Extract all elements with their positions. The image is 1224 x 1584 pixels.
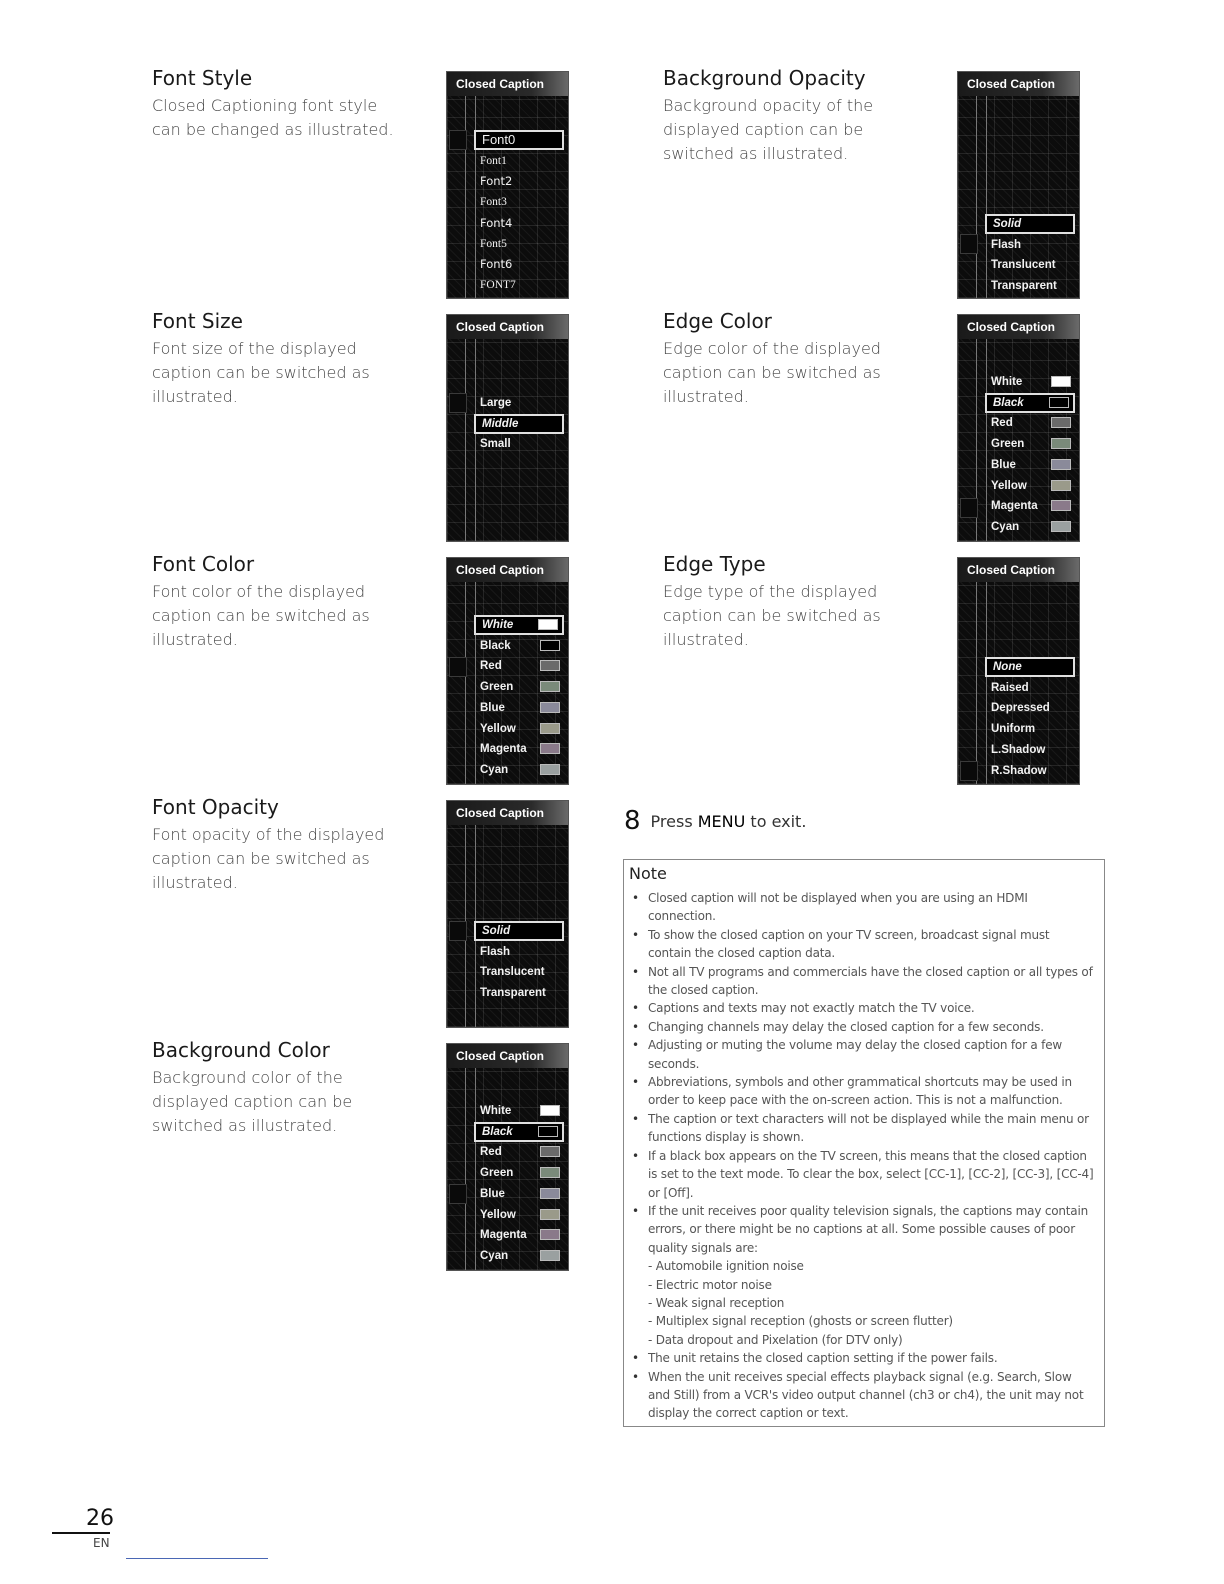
- note-box: [623, 859, 1105, 1427]
- menu-option-label: Font0: [482, 132, 516, 147]
- menu-option[interactable]: [474, 213, 564, 233]
- page-language: EN: [93, 1536, 110, 1550]
- menu-option[interactable]: [985, 517, 1075, 537]
- menu-option[interactable]: [985, 455, 1075, 475]
- footer-rule: [126, 1558, 268, 1559]
- menu-option[interactable]: [985, 698, 1075, 718]
- menu-option-label: Font5: [480, 237, 507, 250]
- color-swatch: [1051, 459, 1071, 470]
- menu-header: Closed Caption: [447, 801, 568, 825]
- color-swatch: [540, 1209, 560, 1220]
- section-description: Font size of the displayed caption can be switched as illustrated.: [152, 339, 370, 406]
- page-number: 26: [86, 1506, 114, 1531]
- menu-option[interactable]: [474, 1122, 564, 1142]
- menu-option[interactable]: [474, 171, 564, 191]
- menu-option[interactable]: [474, 636, 564, 656]
- menu-option-label: Solid: [993, 218, 1022, 230]
- section-background-color: [152, 1038, 412, 1138]
- step-suffix: to exit.: [745, 811, 807, 831]
- menu-option[interactable]: [474, 275, 564, 295]
- menu-option[interactable]: [985, 235, 1075, 255]
- menu-header: Closed Caption: [958, 315, 1079, 339]
- menu-option-label: Magenta: [480, 743, 527, 756]
- menu-option-label: Small: [480, 438, 511, 451]
- menu-option[interactable]: [474, 192, 564, 212]
- color-swatch: [540, 1250, 560, 1261]
- menu-cursor-marker: [960, 761, 978, 781]
- menu-option[interactable]: [474, 739, 564, 759]
- note-item: • When the unit receives special effects playback signal (e.g. Search, Slow and Still) from a VCR's video output channel (ch3 or ch4), the unit may not display the correct caption or text.: [629, 1368, 1096, 1423]
- section-title: Font Size: [152, 309, 243, 333]
- menu-option-label: Translucent: [480, 966, 545, 979]
- color-swatch: [1049, 397, 1069, 408]
- color-swatch: [540, 702, 560, 713]
- menu-option-label: Flash: [991, 238, 1022, 251]
- menu-header: Closed Caption: [447, 72, 568, 96]
- menu-option[interactable]: [474, 677, 564, 697]
- menu-cursor-marker: [449, 921, 467, 941]
- note-sub-item: - Weak signal reception: [648, 1295, 785, 1310]
- menu-option-label: Yellow: [991, 479, 1027, 492]
- note-item: • To show the closed caption on your TV screen, broadcast signal must contain the closed caption data.: [629, 926, 1096, 963]
- menu-option-label: Middle: [482, 417, 519, 430]
- menu-header: Closed Caption: [958, 72, 1079, 96]
- section-description: Closed Captioning font style can be changed as illustrated.: [152, 96, 394, 139]
- menu-option[interactable]: [474, 921, 564, 941]
- menu-option-label: L.Shadow: [991, 743, 1046, 756]
- menu-option-label: White: [480, 1105, 512, 1117]
- note-sub-item: - Electric motor noise: [648, 1277, 772, 1292]
- menu-option-label: Black: [993, 396, 1024, 409]
- section-title: Edge Color: [663, 309, 772, 333]
- menu-option[interactable]: [474, 151, 564, 171]
- menu-option-label: Transparent: [480, 987, 546, 1000]
- section-font-style: [152, 66, 412, 142]
- menu-option[interactable]: [474, 656, 564, 676]
- note-list: [629, 889, 1096, 1423]
- color-swatch: [538, 619, 558, 630]
- menu-option[interactable]: [474, 983, 564, 1003]
- bg-opacity-menu: [957, 71, 1080, 299]
- section-description: Edge color of the displayed caption can be switched as illustrated.: [663, 339, 881, 406]
- menu-cursor-marker: [449, 657, 467, 677]
- menu-option-label: White: [991, 376, 1023, 388]
- section-edge-color: [663, 309, 923, 409]
- menu-cursor-marker: [449, 130, 467, 150]
- section-title: Background Opacity: [663, 66, 866, 90]
- menu-option-label: FONT7: [480, 278, 516, 291]
- menu-option-label: Blue: [480, 701, 505, 714]
- menu-cursor-marker: [960, 498, 978, 518]
- edge-type-menu: [957, 557, 1080, 785]
- color-swatch: [540, 660, 560, 671]
- menu-option-label: Cyan: [480, 1249, 509, 1262]
- menu-option[interactable]: [474, 1225, 564, 1245]
- menu-option-label: White: [482, 619, 514, 631]
- menu-option[interactable]: [985, 761, 1075, 781]
- menu-option[interactable]: [474, 1205, 564, 1225]
- note-sub-item: - Automobile ignition noise: [648, 1259, 804, 1274]
- step-number: 8: [624, 806, 641, 836]
- menu-option[interactable]: [985, 214, 1075, 234]
- section-description: Font opacity of the displayed caption can be switched as illustrated.: [152, 825, 385, 892]
- section-background-opacity: [663, 66, 923, 166]
- menu-option[interactable]: [474, 760, 564, 780]
- note-sub-item: - Multiplex signal reception (ghosts or screen flutter): [648, 1314, 953, 1329]
- menu-option[interactable]: [474, 434, 564, 454]
- menu-option[interactable]: [474, 254, 564, 274]
- menu-option[interactable]: [474, 962, 564, 982]
- menu-option-label: Green: [480, 681, 514, 694]
- note-item: • The unit retains the closed caption setting if the power fails.: [629, 1349, 1096, 1367]
- menu-option-label: Translucent: [991, 259, 1056, 272]
- font-style-menu: [446, 71, 569, 299]
- color-swatch: [540, 764, 560, 775]
- section-title: Background Color: [152, 1038, 330, 1062]
- section-title: Font Opacity: [152, 795, 279, 819]
- color-swatch: [1051, 417, 1071, 428]
- menu-header: Closed Caption: [447, 1044, 568, 1068]
- edge-color-menu: [957, 314, 1080, 542]
- menu-option[interactable]: [474, 1101, 564, 1121]
- menu-option[interactable]: [985, 496, 1075, 516]
- menu-option[interactable]: [474, 698, 564, 718]
- menu-header: Closed Caption: [447, 558, 568, 582]
- color-swatch: [1051, 521, 1071, 532]
- color-swatch: [540, 681, 560, 692]
- menu-option[interactable]: [474, 234, 564, 254]
- color-swatch: [540, 723, 560, 734]
- menu-option[interactable]: [985, 255, 1075, 275]
- section-title: Font Style: [152, 66, 253, 90]
- color-swatch: [1051, 376, 1071, 387]
- menu-option[interactable]: [985, 740, 1075, 760]
- menu-option[interactable]: [474, 1246, 564, 1266]
- note-item: • Not all TV programs and commercials have the closed caption or all types of the closed caption.: [629, 963, 1096, 1000]
- menu-option[interactable]: [985, 372, 1075, 392]
- color-swatch: [540, 1105, 560, 1116]
- color-swatch: [540, 1229, 560, 1240]
- menu-option[interactable]: [985, 413, 1075, 433]
- section-font-color: [152, 552, 412, 652]
- menu-option-label: Font1: [480, 154, 507, 167]
- color-swatch: [1051, 438, 1071, 449]
- menu-option-label: Large: [480, 397, 512, 409]
- section-font-opacity: [152, 795, 412, 895]
- color-swatch: [540, 1167, 560, 1178]
- menu-option-label: Uniform: [991, 723, 1036, 736]
- note-item: • The caption or text characters will not be displayed while the main menu or functions display is shown.: [629, 1110, 1096, 1147]
- menu-option-label: Red: [991, 417, 1013, 430]
- section-font-size: [152, 309, 412, 409]
- color-swatch: [540, 743, 560, 754]
- section-description: Font color of the displayed caption can be switched as illustrated.: [152, 582, 370, 649]
- note-item: • Changing channels may delay the closed caption for a few seconds.: [629, 1018, 1096, 1036]
- section-title: Font Color: [152, 552, 255, 576]
- menu-option[interactable]: [474, 1163, 564, 1183]
- menu-option[interactable]: [474, 942, 564, 962]
- color-swatch: [1051, 500, 1071, 511]
- section-description: Edge type of the displayed caption can be switched as illustrated.: [663, 582, 881, 649]
- menu-option-label: Font4: [480, 215, 513, 230]
- menu-cursor-marker: [449, 1184, 467, 1204]
- menu-option-label: Yellow: [480, 1208, 516, 1221]
- color-swatch: [1051, 480, 1071, 491]
- menu-option-label: Font3: [480, 196, 507, 209]
- note-item: • Abbreviations, symbols and other grammatical shortcuts may be used in order to keep pace with the on-screen action. This is not a malfunction.: [629, 1073, 1096, 1110]
- font-opacity-menu: [446, 800, 569, 1028]
- color-swatch: [538, 1126, 558, 1137]
- note-title: Note: [629, 864, 667, 883]
- color-swatch: [540, 640, 560, 651]
- color-swatch: [540, 1188, 560, 1199]
- menu-option[interactable]: [985, 678, 1075, 698]
- menu-option-label: Magenta: [480, 1229, 527, 1242]
- section-edge-type: [663, 552, 923, 652]
- menu-option-label: Blue: [991, 458, 1016, 471]
- menu-option[interactable]: [474, 1142, 564, 1162]
- menu-option[interactable]: [985, 434, 1075, 454]
- menu-option-label: Green: [480, 1167, 514, 1180]
- menu-key: MENU: [697, 811, 746, 831]
- page-number-underline: [52, 1532, 110, 1534]
- menu-option-label: Red: [480, 660, 502, 673]
- menu-option-label: Raised: [991, 681, 1029, 694]
- menu-header: Closed Caption: [447, 315, 568, 339]
- step-8: [624, 806, 806, 836]
- menu-option-label: Font6: [480, 257, 513, 272]
- menu-cursor-marker: [449, 393, 467, 413]
- menu-option-label: Green: [991, 438, 1025, 451]
- menu-option-label: Blue: [480, 1187, 505, 1200]
- menu-option-label: R.Shadow: [991, 764, 1047, 777]
- font-size-menu: [446, 314, 569, 542]
- note-item: • Captions and texts may not exactly match the TV voice.: [629, 999, 1096, 1017]
- step-text: [651, 812, 807, 831]
- menu-option-label: Font2: [480, 174, 513, 189]
- menu-option-label: Cyan: [991, 520, 1020, 533]
- note-sub-item: - Data dropout and Pixelation (for DTV only): [648, 1332, 903, 1347]
- font-color-menu: [446, 557, 569, 785]
- menu-option-label: Flash: [480, 945, 511, 958]
- menu-option-label: Magenta: [991, 500, 1038, 513]
- menu-option-label: Cyan: [480, 763, 509, 776]
- menu-cursor-marker: [960, 234, 978, 254]
- section-description: Background opacity of the displayed caption can be switched as illustrated.: [663, 96, 874, 163]
- menu-option[interactable]: [474, 719, 564, 739]
- menu-option[interactable]: [985, 657, 1075, 677]
- menu-header: Closed Caption: [958, 558, 1079, 582]
- note-item: • If a black box appears on the TV screen, this means that the closed caption is set to the text mode. To clear the box, select [CC-1], [CC-2], [CC-3], [CC-4] or [Off].: [629, 1147, 1096, 1202]
- menu-option[interactable]: [985, 393, 1075, 413]
- menu-option[interactable]: [474, 414, 564, 434]
- menu-option-label: None: [993, 661, 1022, 673]
- menu-option-label: Transparent: [991, 280, 1057, 293]
- step-prefix: Press: [650, 811, 698, 831]
- menu-option-label: Yellow: [480, 722, 516, 735]
- menu-option-label: Depressed: [991, 702, 1050, 715]
- menu-option-label: Red: [480, 1146, 502, 1159]
- menu-option[interactable]: [474, 130, 564, 150]
- color-swatch: [540, 1146, 560, 1157]
- menu-option[interactable]: [985, 276, 1075, 296]
- section-title: Edge Type: [663, 552, 766, 576]
- menu-option[interactable]: [474, 1184, 564, 1204]
- menu-option[interactable]: [474, 615, 564, 635]
- menu-option[interactable]: [985, 719, 1075, 739]
- note-item: • If the unit receives poor quality television signals, the captions may contain errors, or there might be no captions at all. Some possible causes of poor quality signals are:: [629, 1202, 1096, 1257]
- menu-option-label: Black: [480, 639, 511, 652]
- note-item: • Adjusting or muting the volume may delay the closed caption for a few seconds.: [629, 1036, 1096, 1073]
- note-item: • Closed caption will not be displayed when you are using an HDMI connection.: [629, 889, 1096, 926]
- section-description: Background color of the displayed caption can be switched as illustrated.: [152, 1068, 353, 1135]
- bg-color-menu: [446, 1043, 569, 1271]
- menu-option-label: Solid: [482, 925, 511, 937]
- menu-option[interactable]: [474, 393, 564, 413]
- menu-option[interactable]: [985, 476, 1075, 496]
- menu-option-label: Black: [482, 1125, 513, 1138]
